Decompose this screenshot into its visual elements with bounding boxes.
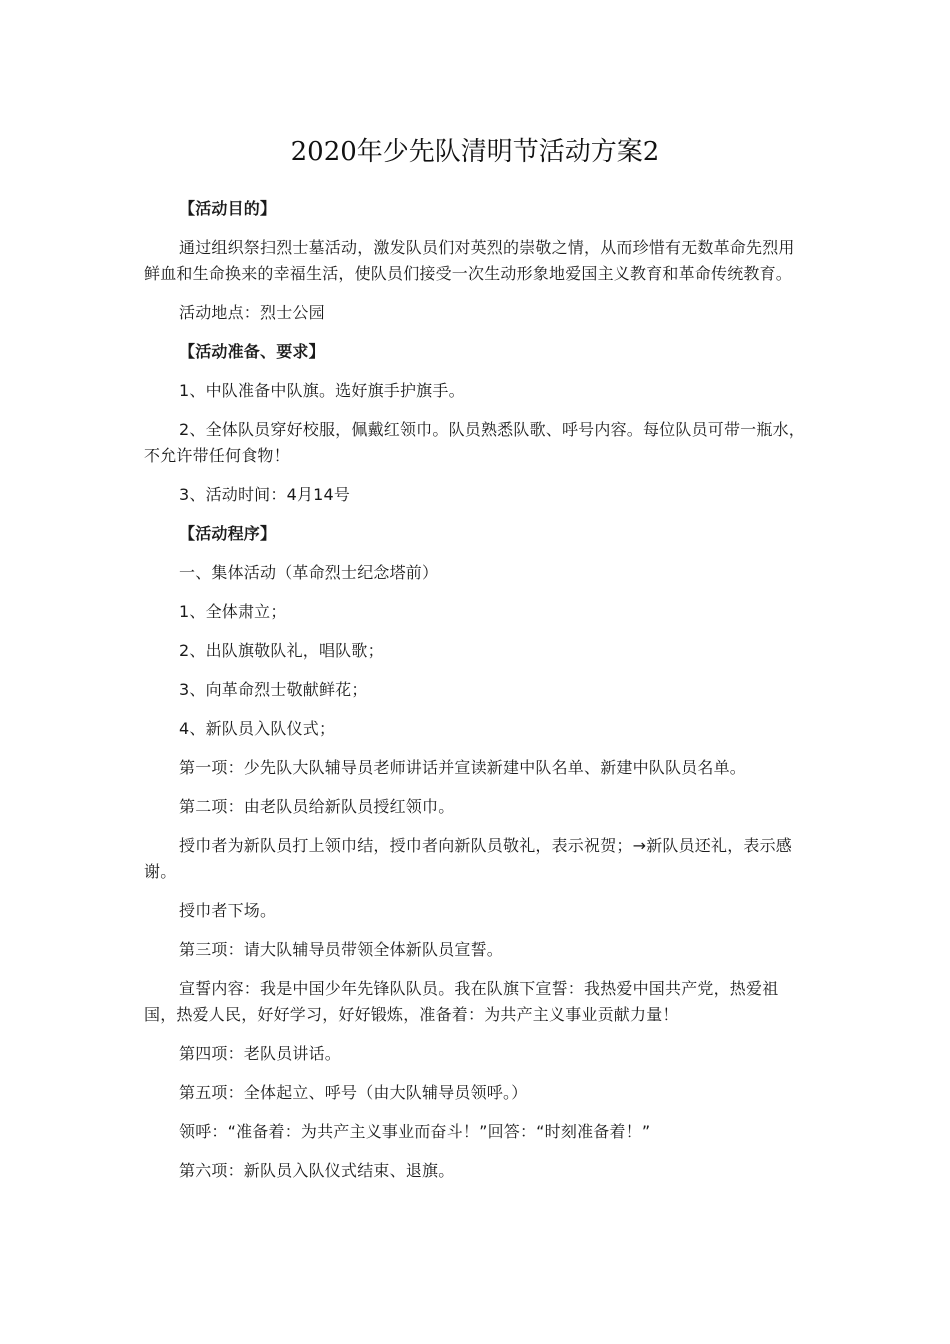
body-paragraph: 2、全体队员穿好校服，佩戴红领巾。队员熟悉队歌、呼号内容。每位队员可带一瓶水，不允许带任何食物！ [144,420,805,465]
body-paragraph: 一、集体活动（革命烈士纪念塔前） [179,563,439,582]
body-paragraph: 领呼：“准备着：为共产主义事业而奋斗！”回答：“时刻准备着！” [179,1122,651,1141]
body-paragraph: 授巾者为新队员打上领巾结，授巾者向新队员敬礼，表示祝贺；→新队员还礼，表示感谢。 [144,836,793,881]
section-heading: 【活动目的】 [179,199,277,218]
body-paragraph: 宣誓内容：我是中国少年先锋队队员。我在队旗下宣誓：我热爱中国共产党，热爱祖国，热爱人民，好好学习，好好锻炼，准备着：为共产主义事业贡献力量！ [144,979,779,1024]
body-paragraph: 4、新队员入队仪式； [179,719,336,738]
section-heading: 【活动程序】 [179,524,277,543]
section-heading: 【活动准备、要求】 [179,342,325,361]
body-paragraph: 第四项：老队员讲话。 [179,1044,342,1063]
body-paragraph: 通过组织祭扫烈士墓活动，激发队员们对英烈的崇敬之情，从而珍惜有无数革命先烈用鲜血和生命换来的幸福生活，使队员们接受一次生动形象地爱国主义教育和革命传统教育。 [144,238,795,283]
body-paragraph: 2、出队旗敬队礼，唱队歌； [179,641,384,660]
document-body [144,196,808,1197]
body-paragraph: 第一项：少先队大队辅导员老师讲话并宣读新建中队名单、新建中队队员名单。 [179,758,747,777]
body-paragraph: 第二项：由老队员给新队员授红领巾。 [179,797,455,816]
body-paragraph: 第六项：新队员入队仪式结束、退旗。 [179,1161,455,1180]
body-paragraph: 第五项：全体起立、呼号（由大队辅导员领呼。） [179,1083,528,1102]
body-paragraph: 授巾者下场。 [179,901,277,920]
body-paragraph: 第三项：请大队辅导员带领全体新队员宣誓。 [179,940,504,959]
body-paragraph: 1、全体肃立； [179,602,287,621]
body-paragraph: 3、向革命烈士敬献鲜花； [179,680,368,699]
document-title: 2020年少先队清明节活动方案2 [290,137,660,167]
body-paragraph: 活动地点：烈士公园 [179,303,325,322]
body-paragraph: 1、中队准备中队旗。选好旗手护旗手。 [179,381,465,400]
body-paragraph: 3、活动时间：4月14号 [179,485,351,504]
